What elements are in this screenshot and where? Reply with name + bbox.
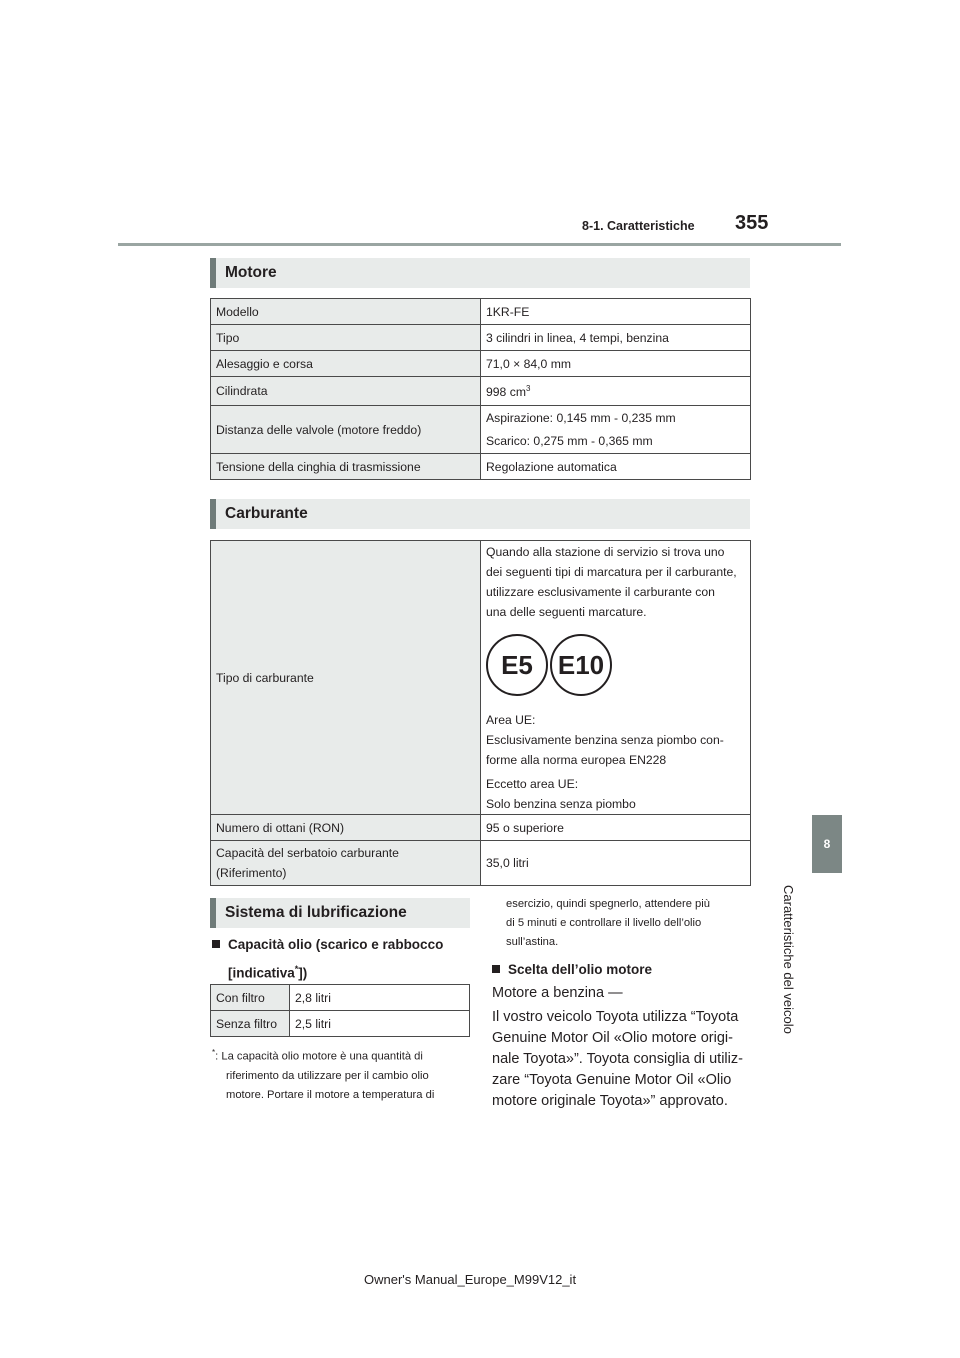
table-row [211,406,751,454]
spec-label: Senza filtro [211,1011,290,1037]
eu-area-line: Esclusivamente benzina senza piombo con- [486,733,724,747]
table-row [211,1011,470,1037]
oil-capacity-heading-line2 [212,957,477,986]
table-row [211,325,751,351]
spec-value [481,541,751,815]
manual-footer: Owner's Manual_Europe_M99V12_it [364,1272,577,1287]
engine-spec-table [210,298,751,480]
fuel-marking-logos [486,634,745,696]
spec-value: 2,8 litri [290,985,470,1011]
table-row [211,299,751,325]
spec-label: Alesaggio e corsa [211,351,481,377]
table-row [211,985,470,1011]
chapter-side-label [776,885,826,1045]
non-eu-area-line: Solo benzina senza piombo [486,797,636,811]
oil-choice-heading [492,958,752,982]
footnote-line: riferimento da utilizzare per il cambio olio [226,1069,429,1082]
eu-area-line: forme alla norma europea EN228 [486,753,667,767]
oil-capacity-table [210,984,470,1037]
section-heading-motore: Motore [210,258,750,288]
footnote-line: sull’astina. [506,936,559,948]
table-row [211,377,751,406]
spec-value: 71,0 × 84,0 mm [481,351,751,377]
non-eu-area-line: Eccetto area UE: [486,777,579,791]
oil-choice-line: motore originale Toyota»” approvato. [492,1093,728,1109]
header-divider [118,243,841,246]
spec-label: Con filtro [211,985,290,1011]
fuel-intro-line: Quando alla stazione di servizio si trova uno [486,545,725,559]
footnote-ref: * [294,964,299,974]
spec-label: Modello [211,299,481,325]
oil-capacity-heading [212,933,477,986]
spec-label: Distanza delle valvole (motore freddo) [211,406,481,454]
footnote-text: : La capacità olio motore è una quantità di [215,1050,423,1063]
footnote-line: di 5 minuti e controllare il livello dell’olio [506,917,702,929]
oil-choice-line: Il vostro veicolo Toyota utilizza “Toyota [492,1009,739,1025]
oil-capacity-heading-line1 [212,933,477,957]
valve-intake-line: Aspirazione: 0,145 mm - 0,235 mm [486,411,676,425]
footnote-marker: * [212,1048,216,1057]
oil-choice-line: nale Toyota»”. Toyota consiglia di utiliz- [492,1051,743,1067]
fuel-intro-line: dei seguenti tipi di marcatura per il carburante, [486,565,737,579]
spec-label: Tensione della cinghia di trasmissione [211,454,481,480]
footnote-line [212,1043,477,1067]
oil-capacity-footnote [212,1043,477,1105]
chapter-side-label-text: Caratteristiche del veicolo [781,885,796,1034]
spec-label: Numero di ottani (RON) [211,815,481,841]
eu-area-line: Area UE: [486,713,536,727]
spec-value: 3 cilindri in linea, 4 tempi, benzina [481,325,751,351]
footnote-line: motore. Portare il motore a temperatura di [226,1088,435,1101]
fuel-spec-table [210,540,751,886]
chapter-title: 8-1. Caratteristiche [582,219,695,233]
table-row [211,541,751,815]
fuel-intro-line: una delle seguenti marcature. [486,605,647,619]
displacement-value: 998 cm [486,385,526,400]
page-number: 355 [735,212,769,234]
oil-capacity-heading-text: Capacità olio (scarico e rabbocco [228,937,444,952]
section-heading-lubrificazione: Sistema di lubrificazione [210,898,470,928]
tank-label-line: Capacità del serbatoio carburante [216,846,399,860]
oil-capacity-heading-part: ]) [298,965,308,981]
bullet-square-icon [492,965,500,973]
bullet-square-icon [212,940,220,948]
oil-choice-line: Genuine Motor Oil «Olio motore origi- [492,1030,733,1046]
chapter-tab: 8 [812,815,842,873]
table-row [211,841,751,886]
spec-value: Regolazione automatica [481,454,751,480]
spec-value [481,377,751,406]
spec-value: 1KR-FE [481,299,751,325]
spec-label: Tipo [211,325,481,351]
spec-value: 35,0 litri [481,841,751,886]
table-row [211,351,751,377]
section-heading-carburante: Carburante [210,499,750,529]
spec-label [211,841,481,886]
spec-value: 95 o superiore [481,815,751,841]
oil-choice-body [492,983,762,1112]
spec-label: Cilindrata [211,377,481,406]
e10-fuel-marking-icon: E10 [550,634,612,696]
oil-choice-subline: Motore a benzina — [492,985,623,1001]
tank-label-line: (Riferimento) [216,866,287,880]
footnote-line: esercizio, quindi spegnerlo, attendere più [506,898,710,910]
oil-choice-line: zare “Toyota Genuine Motor Oil «Olio [492,1072,732,1088]
oil-capacity-footnote-continued [506,895,756,952]
oil-choice-heading-text: Scelta dell’olio motore [508,962,653,977]
table-row [211,454,751,480]
oil-capacity-heading-part: [indicativa [228,965,295,981]
fuel-intro-line: utilizzare esclusivamente il carburante con [486,585,715,599]
table-row [211,815,751,841]
e5-fuel-marking-icon: E5 [486,634,548,696]
spec-label: Tipo di carburante [211,541,481,815]
displacement-unit-exponent: 3 [525,384,531,394]
valve-exhaust-line: Scarico: 0,275 mm - 0,365 mm [486,434,653,448]
spec-value [481,406,751,454]
spec-value: 2,5 litri [290,1011,470,1037]
